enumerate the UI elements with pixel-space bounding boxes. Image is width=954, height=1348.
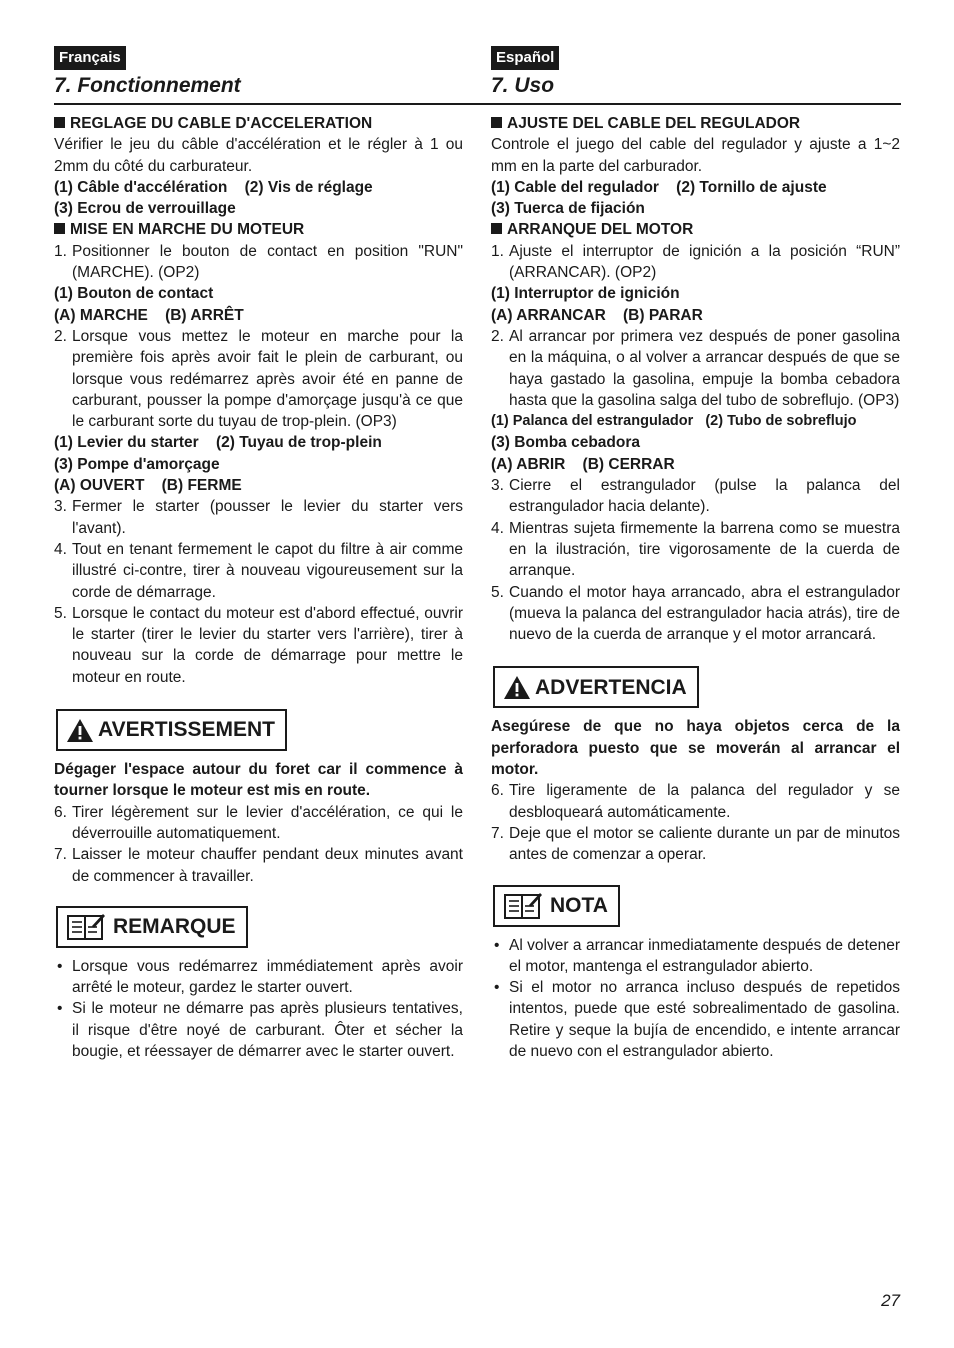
heading-starting-engine: ARRANQUE DEL MOTOR <box>491 219 900 240</box>
step-7: 7. Deje que el motor se caliente durante un par de minutos antes de comenzar a operar. <box>491 824 900 864</box>
step-5: 5. Lorsque le contact du moteur est d'abord effectué, ouvrir le starter (tirer le levier du starter vers l'arrière), tirer à nouveau sur la corde de démarrage pour mettre le moteur en route. <box>54 604 463 686</box>
section-title-spanish: 7. Uso <box>491 74 555 97</box>
warning-triangle-icon <box>66 718 94 743</box>
caption-line: (1) Interruptor de ignición <box>491 285 680 303</box>
note-book-icon <box>66 913 106 941</box>
warning-box-wrap <box>491 666 900 708</box>
heading-starting-engine: MISE EN MARCHE DU MOTEUR <box>54 219 463 240</box>
caption-line: (3) Ecrou de verrouillage <box>54 200 236 218</box>
caption-line: (A) ABRIR (B) CERRAR <box>491 455 675 473</box>
note-box: NOTA <box>493 885 620 927</box>
note-box-wrap <box>491 885 900 927</box>
step-2: 2. Lorsque vous mettez le moteur en marche pour la première fois après avoir fait le plein de carburant, ou lorsque vous redémarrez après avoir été en panne de carburant, pousser la pompe d'amorçage jusqu'à ce que le carburant sorte du tuyau de trop-plein. (OP3) <box>54 327 463 431</box>
note-box: REMARQUE <box>56 906 248 948</box>
black-square-icon <box>491 223 502 234</box>
throttle-cable-text: Vérifier le jeu du câble d'accélération et le régler à 1 ou 2mm du côté du carburateur. <box>54 136 463 175</box>
note-bullet-2: • Si le moteur ne démarre pas après plusieurs tentatives, il risque d'être noyé de carburant. Ôter et sécher la bougie, et réessayer de démarrer avec le starter ouvert. <box>57 1000 463 1060</box>
caption-line: (1) Bouton de contact <box>54 285 214 303</box>
note-bullet-1: • Lorsque vous redémarrez immédiatement après avoir arrêté le moteur, gardez le starter ouvert. <box>57 957 463 997</box>
step-7: 7. Laisser le moteur chauffer pendant deux minutes avant de commencer à travailler. <box>54 846 463 885</box>
caption-line: (1) Palanca del estrangulador (2) Tubo de sobreflujo <box>491 413 857 430</box>
spanish-column <box>491 46 900 1062</box>
caption-line: (1) Câble d'accélération (2) Vis de réglage <box>54 178 373 196</box>
step-2: 2. Al arrancar por primera vez después de poner gasolina en la máquina, o al volver a arrancar después de que se haya gastado la gasolina, empuje la bomba cebadora hasta que la gasolina salga del tubo de sobreflujo. (OP3) <box>491 327 900 409</box>
french-content <box>54 113 463 1062</box>
page-number: 27 <box>881 1291 900 1310</box>
warning-box: AVERTISSEMENT <box>56 709 287 751</box>
language-tag-spanish: Español <box>491 46 559 70</box>
caption-line: (3) Pompe d'amorçage <box>54 455 220 473</box>
step-4: 4. Mientras sujeta firmemente la barrena como se muestra en la ilustración, tire vigorosamente de la cuerda de arranque. <box>491 519 900 580</box>
black-square-icon <box>54 117 65 128</box>
caption-line: (3) Tuerca de fijación <box>491 200 645 218</box>
note-bullet-1: • Al volver a arrancar inmediatamente después de detener el motor, mantenga el estrangulador abierto. <box>494 936 900 975</box>
step-3: 3. Fermer le starter (pousser le levier du starter vers l'avant). <box>54 498 463 537</box>
note-bullet-2: • Si el motor no arranca incluso después de repetidos intentos, puede que esté sobrealimentado de gasolina. Retire y seque la bujía de encendido, e intente arrancar de nuevo con el estrangulador abierto. <box>494 979 900 1060</box>
caption-line: (1) Cable del regulador (2) Tornillo de ajuste <box>491 178 827 196</box>
step-3: 3. Cierre el estrangulador (pulse la palanca del estrangulador hacia delante). <box>491 477 900 516</box>
step-6: 6. Tire ligeramente de la palanca del regulador y se desbloqueará automáticamente. <box>491 782 900 821</box>
caption-line: (A) OUVERT (B) FERME <box>54 477 242 495</box>
caption-line: (1) Levier du starter (2) Tuyau de trop-plein <box>54 434 382 452</box>
step-5: 5. Cuando el motor haya arrancado, abra el estrangulador (mueva la palanca del estrangulador hacia atrás), tire de nuevo de la cuerda de arranque y el motor arrancará. <box>491 583 900 644</box>
warning-box-wrap <box>54 709 463 751</box>
caption-line: (A) ARRANCAR (B) PARAR <box>491 306 703 324</box>
warning-text: Asegúrese de que no haya objetos cerca de la perforadora puesto que se moverán al arrancar el motor. <box>491 718 900 779</box>
language-tag-french: Français <box>54 46 126 70</box>
section-title-french: 7. Fonctionnement <box>54 74 241 97</box>
caption-line: (A) MARCHE (B) ARRÊT <box>54 306 244 324</box>
black-square-icon <box>54 223 65 234</box>
black-square-icon <box>491 117 502 128</box>
french-column <box>54 46 463 1062</box>
step-1: 1. Positionner le bouton de contact en position "RUN" (MARCHE). (OP2) <box>54 242 463 282</box>
note-book-icon <box>503 892 543 920</box>
step-6: 6. Tirer légèrement sur le levier d'accélération, ce qui le déverrouille automatiquement. <box>54 803 463 842</box>
warning-text: Dégager l'espace autour du foret car il commence à tourner lorsque le moteur est mis en route. <box>54 761 463 800</box>
warning-triangle-icon <box>503 675 531 700</box>
warning-box: ADVERTENCIA <box>493 666 699 708</box>
spanish-content <box>491 113 900 1062</box>
heading-throttle-cable: REGLAGE DU CABLE D'ACCELERATION <box>54 113 463 134</box>
step-4: 4. Tout en tenant fermement le capot du filtre à air comme illustré ci-contre, tirer à nouveau vigoureusement sur la corde de démarrage. <box>54 540 463 601</box>
throttle-cable-text: Controle el juego del cable del regulador y ajuste a 1~2 mm en la parte del carburador. <box>491 136 900 175</box>
heading-throttle-cable: AJUSTE DEL CABLE DEL REGULADOR <box>491 113 900 134</box>
step-1: 1. Ajuste el interruptor de ignición a la posición “RUN” (ARRANCAR). (OP2) <box>491 242 900 282</box>
caption-line: (3) Bomba cebadora <box>491 434 641 452</box>
note-box-wrap <box>54 906 463 948</box>
